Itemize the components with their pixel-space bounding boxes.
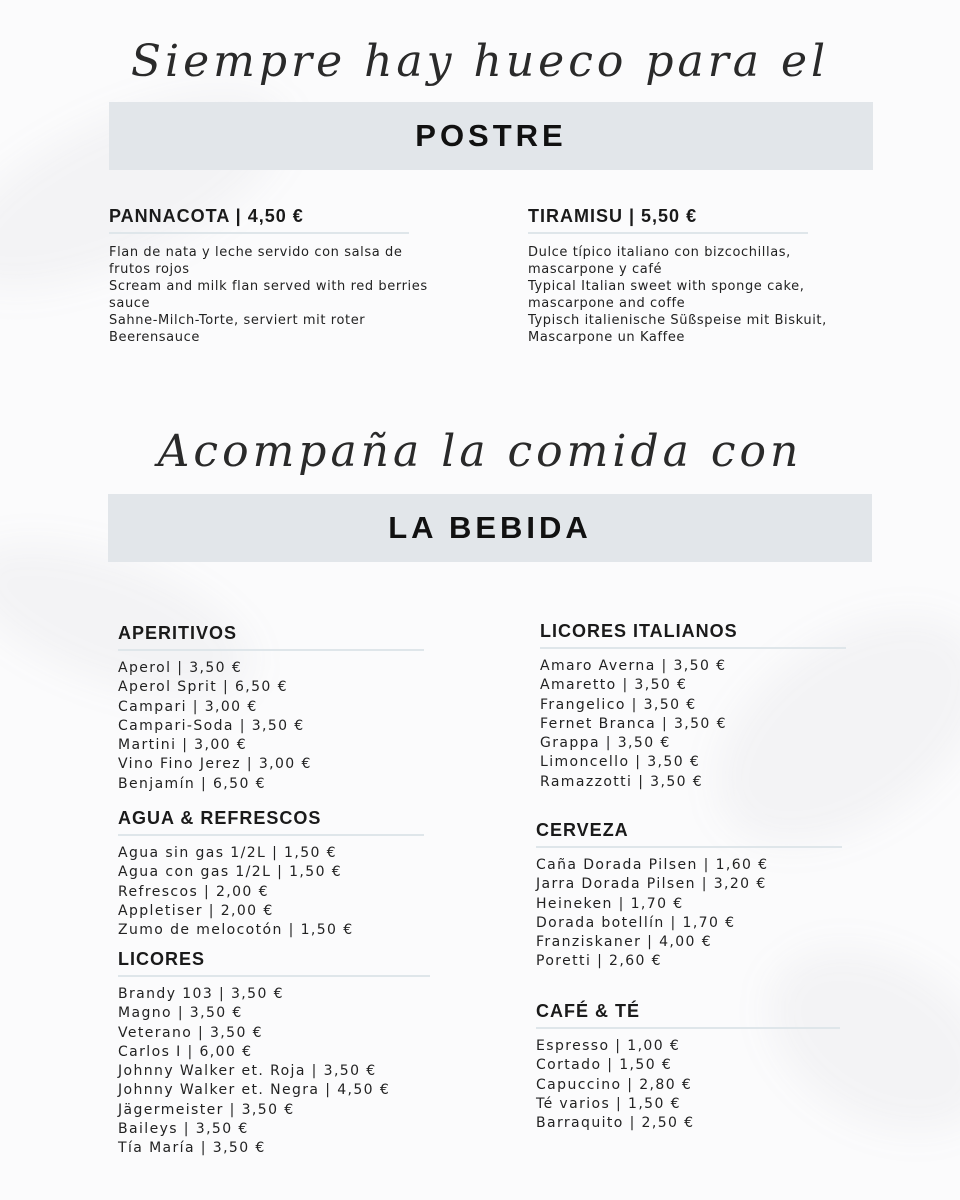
- list-item: Baileys | 3,50 €: [118, 1121, 249, 1138]
- list-item: Fernet Branca | 3,50 €: [540, 715, 727, 732]
- list-item: Veterano | 3,50 €: [118, 1024, 263, 1041]
- dessert-title: PANNACOTA | 4,50 €: [109, 206, 409, 234]
- list-item: Johnny Walker et. Roja | 3,50 €: [118, 1063, 377, 1080]
- drink-list: [118, 659, 424, 794]
- dessert-item-pannacota: [109, 206, 469, 346]
- list-item: Agua con gas 1/2L | 1,50 €: [118, 864, 343, 881]
- list-item: Benjamín | 6,50 €: [118, 775, 266, 792]
- postre-script-heading: Siempre hay hueco para el: [130, 36, 830, 87]
- list-item: Jarra Dorada Pilsen | 3,20 €: [536, 876, 767, 893]
- list-item: Ramazzotti | 3,50 €: [540, 773, 704, 790]
- section-title: APERITIVOS: [118, 623, 424, 651]
- list-item: Brandy 103 | 3,50 €: [118, 986, 284, 1002]
- list-item: Aperol Sprit | 6,50 €: [118, 679, 288, 696]
- section-title: AGUA & REFRESCOS: [118, 808, 424, 836]
- drink-list: [540, 657, 846, 792]
- description-es: Dulce típico italiano con bizcochillas, mascarpone y café: [528, 245, 791, 277]
- list-item: Zumo de melocotón | 1,50 €: [118, 922, 354, 939]
- section-title: CAFÉ & TÉ: [536, 1001, 840, 1029]
- section-title: LICORES ITALIANOS: [540, 621, 846, 649]
- dessert-title: TIRAMISU | 5,50 €: [528, 206, 808, 234]
- list-item: Amaretto | 3,50 €: [540, 677, 688, 694]
- postre-title: POSTRE: [415, 118, 567, 153]
- list-item: Aperol | 3,50 €: [118, 660, 243, 676]
- list-item: Amaro Averna | 3,50 €: [540, 658, 727, 674]
- list-item: Poretti | 2,60 €: [536, 953, 662, 970]
- list-item: Campari-Soda | 3,50 €: [118, 717, 305, 734]
- list-item: Vino Fino Jerez | 3,00 €: [118, 756, 312, 773]
- description-en: Scream and milk flan served with red berries sauce: [109, 279, 428, 311]
- description-en: Typical Italian sweet with sponge cake, mascarpone and coffe: [528, 279, 805, 311]
- list-item: Johnny Walker et. Negra | 4,50 €: [118, 1082, 391, 1099]
- drink-list: [118, 844, 424, 940]
- list-item: Magno | 3,50 €: [118, 1005, 243, 1022]
- drink-section-cafe-te: [536, 1001, 840, 1133]
- section-title: LICORES: [118, 949, 430, 977]
- bebida-title: LA BEBIDA: [388, 510, 592, 545]
- list-item: Limoncello | 3,50 €: [540, 754, 701, 771]
- list-item: Frangelico | 3,50 €: [540, 696, 697, 713]
- list-item: Appletiser | 2,00 €: [118, 902, 274, 919]
- section-title: CERVEZA: [536, 820, 842, 848]
- bebida-script-heading: Acompaña la comida con: [157, 426, 803, 477]
- list-item: Agua sin gas 1/2L | 1,50 €: [118, 845, 337, 861]
- list-item: Espresso | 1,00 €: [536, 1038, 681, 1054]
- drink-section-cerveza: [536, 820, 842, 972]
- list-item: Caña Dorada Pilsen | 1,60 €: [536, 857, 769, 873]
- list-item: Barraquito | 2,50 €: [536, 1115, 695, 1132]
- description-de: Typisch italienische Süßspeise mit Biskuit, Mascarpone un Kaffee: [528, 313, 827, 345]
- list-item: Jägermeister | 3,50 €: [118, 1101, 295, 1118]
- dessert-description: [528, 244, 888, 346]
- list-item: Tía María | 3,50 €: [118, 1140, 266, 1157]
- drink-section-agua-refrescos: [118, 808, 424, 940]
- list-item: Refrescos | 2,00 €: [118, 883, 269, 900]
- list-item: Cortado | 1,50 €: [536, 1057, 673, 1074]
- drink-list: [536, 856, 842, 972]
- drink-section-licores-italianos: [540, 621, 846, 792]
- list-item: Capuccino | 2,80 €: [536, 1076, 693, 1093]
- list-item: Grappa | 3,50 €: [540, 735, 671, 752]
- list-item: Campari | 3,00 €: [118, 698, 258, 715]
- dessert-description: [109, 244, 469, 346]
- list-item: Martini | 3,00 €: [118, 737, 248, 754]
- list-item: Dorada botellín | 1,70 €: [536, 914, 736, 931]
- list-item: Franziskaner | 4,00 €: [536, 934, 713, 951]
- drink-section-aperitivos: [118, 623, 424, 794]
- list-item: Carlos I | 6,00 €: [118, 1043, 253, 1060]
- list-item: Té varios | 1,50 €: [536, 1095, 681, 1112]
- description-de: Sahne-Milch-Torte, serviert mit roter Beerensauce: [109, 313, 366, 345]
- drink-list: [536, 1037, 840, 1133]
- description-es: Flan de nata y leche servido con salsa de frutos rojos: [109, 245, 403, 277]
- drink-list: [118, 985, 430, 1159]
- list-item: Heineken | 1,70 €: [536, 895, 684, 912]
- dessert-item-tiramisu: [528, 206, 888, 346]
- postre-title-band: [109, 102, 873, 170]
- bebida-title-band: [108, 494, 872, 562]
- drink-section-licores: [118, 949, 430, 1159]
